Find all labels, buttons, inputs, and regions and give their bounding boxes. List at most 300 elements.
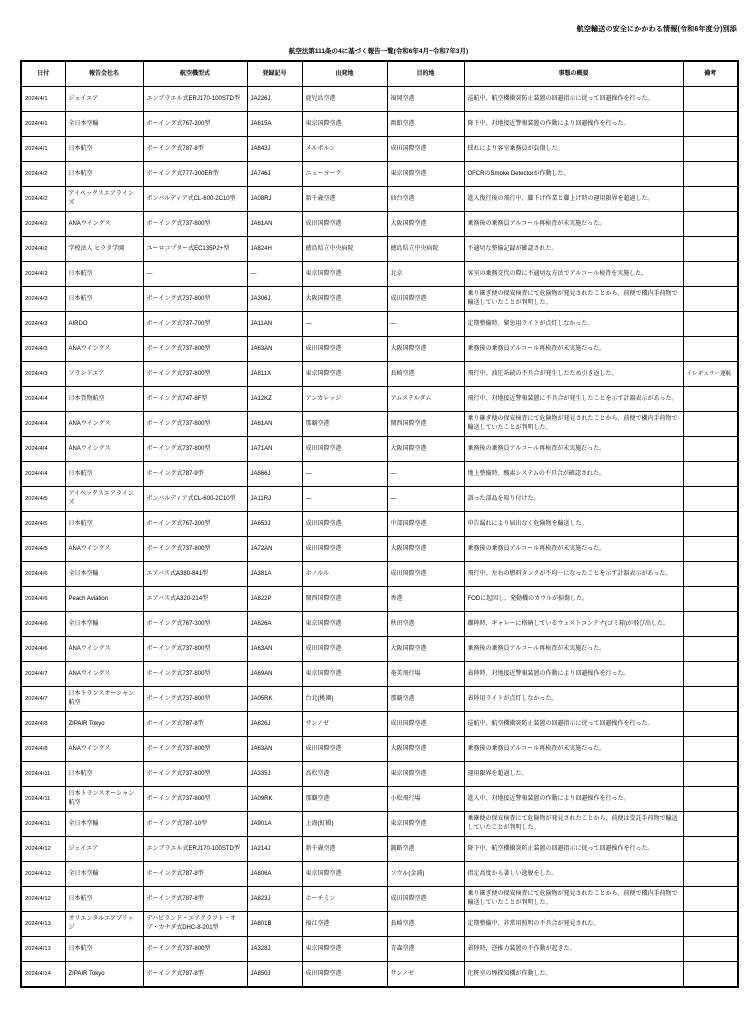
cell-date: 2024/4/1 <box>21 112 65 137</box>
cell-destination: サンノゼ <box>387 962 464 988</box>
cell-aircraft: ボーイング式737-800型 <box>143 537 247 562</box>
cell-summary: 乗務後の乗務員アルコール再検査が未実施だった。 <box>464 537 683 562</box>
column-header: 備考 <box>683 61 738 87</box>
cell-date: 2024/4/2 <box>21 262 65 287</box>
cell-registration: JA61AN <box>247 212 302 237</box>
cell-aircraft: エンブラエル式ERJ170-100STD型 <box>143 837 247 862</box>
cell-remark <box>683 387 738 412</box>
cell-remark <box>683 937 738 962</box>
cell-aircraft: ボーイング式767-300型 <box>143 112 247 137</box>
cell-destination: 関西国際空港 <box>387 412 464 437</box>
cell-registration: JA12KZ <box>247 387 302 412</box>
cell-summary: 飛行中、左右の燃料タンクが不均一になったことを示す計器表示があった。 <box>464 562 683 587</box>
table-row <box>21 912 738 937</box>
cell-remark <box>683 537 738 562</box>
cell-aircraft: ボーイング式737-800型 <box>143 937 247 962</box>
cell-registration: JA843J <box>247 137 302 162</box>
cell-remark <box>683 812 738 837</box>
cell-date: 2024/4/5 <box>21 487 65 512</box>
cell-company: 日本航空 <box>65 462 143 487</box>
cell-aircraft: ボーイング式787-8型 <box>143 887 247 912</box>
cell-remark <box>683 787 738 812</box>
cell-date: 2024/4/6 <box>21 587 65 612</box>
cell-date: 2024/4/3 <box>21 312 65 337</box>
cell-aircraft: ボーイング式737-800型 <box>143 212 247 237</box>
cell-registration: JA63AN <box>247 637 302 662</box>
cell-aircraft: ボーイング式737-700型 <box>143 312 247 337</box>
cell-date: 2024/4/4 <box>21 412 65 437</box>
cell-aircraft: ユーロコプター式EC135P2+型 <box>143 237 247 262</box>
cell-summary: 巡航中、航空機衝突防止装置の回避指示に従って回避操作を行った。 <box>464 87 683 112</box>
cell-departure: 東京国際空港 <box>302 612 387 637</box>
cell-departure: 新千歳空港 <box>302 187 387 212</box>
cell-company: 全日本空輸 <box>65 612 143 637</box>
table-row <box>21 462 738 487</box>
cell-registration: JA824H <box>247 237 302 262</box>
table-row <box>21 137 738 162</box>
cell-remark <box>683 112 738 137</box>
cell-destination: 奄美飛行場 <box>387 662 464 687</box>
cell-remark <box>683 412 738 437</box>
cell-destination: 大阪国際空港 <box>387 637 464 662</box>
cell-aircraft: ボーイング式787-8型 <box>143 962 247 988</box>
cell-summary: 地上整備時、酸素システムの不具合が確認された。 <box>464 462 683 487</box>
column-header: 航空機型式 <box>143 61 247 87</box>
cell-registration: JA823J <box>247 887 302 912</box>
cell-departure: ― <box>302 462 387 487</box>
cell-registration: JA08RJ <box>247 187 302 212</box>
cell-summary: 飛行中、油圧系統の不具合が発生したため引き返した。 <box>464 362 683 387</box>
cell-destination: 大阪国際空港 <box>387 337 464 362</box>
cell-date: 2024/4/5 <box>21 512 65 537</box>
cell-summary: OFCRのSmoke Detectorが作動した。 <box>464 162 683 187</box>
cell-destination: 中部国際空港 <box>387 512 464 537</box>
report-table <box>20 60 739 988</box>
cell-date: 2024/4/3 <box>21 337 65 362</box>
cell-company: ANAウイングス <box>65 337 143 362</box>
cell-remark <box>683 212 738 237</box>
cell-departure: ホーチミン <box>302 887 387 912</box>
cell-destination: ソウル(金浦) <box>387 862 464 887</box>
table-row <box>21 162 738 187</box>
table-row <box>21 587 738 612</box>
cell-company: ANAウイングス <box>65 212 143 237</box>
cell-date: 2024/4/4 <box>21 387 65 412</box>
cell-destination: 青森空港 <box>387 937 464 962</box>
cell-destination: 函館空港 <box>387 112 464 137</box>
cell-company: 日本航空 <box>65 887 143 912</box>
cell-departure: 成田国際空港 <box>302 212 387 237</box>
cell-registration: JA826J <box>247 712 302 737</box>
cell-summary: 定期整備中、非常用照明の不具合が発見された。 <box>464 912 683 937</box>
cell-date: 2024/4/14 <box>21 962 65 988</box>
cell-summary: 巡航中、航空機衝突防止装置の回避指示に従って回避操作を行った。 <box>464 712 683 737</box>
cell-summary: 乗り継ぎ便の保安検査にて危険物が発見されたことから、前便で機内手荷物で輸送していたことが判明した。 <box>464 287 683 312</box>
column-header: 日付 <box>21 61 65 87</box>
cell-destination: 秋田空港 <box>387 612 464 637</box>
cell-remark <box>683 562 738 587</box>
cell-departure: 東京国際空港 <box>302 862 387 887</box>
cell-summary: 申告漏れにより届出なく危険物を輸送した。 <box>464 512 683 537</box>
cell-departure: 東京国際空港 <box>302 112 387 137</box>
table-row <box>21 437 738 462</box>
cell-summary: 誤った部品を取り付けた。 <box>464 487 683 512</box>
cell-date: 2024/4/5 <box>21 537 65 562</box>
cell-registration: JA214J <box>247 837 302 862</box>
cell-summary: 乗務後の乗務員アルコール再検査が未実施だった。 <box>464 737 683 762</box>
cell-company: アイベックスエアラインズ <box>65 487 143 512</box>
cell-destination: ― <box>387 462 464 487</box>
cell-destination: 釧路空港 <box>387 837 464 862</box>
table-row <box>21 862 738 887</box>
cell-remark <box>683 837 738 862</box>
cell-registration: JA69AN <box>247 662 302 687</box>
cell-destination: 小松飛行場 <box>387 787 464 812</box>
cell-departure: 台北(桃園) <box>302 687 387 712</box>
cell-date: 2024/4/11 <box>21 762 65 787</box>
cell-registration: JA09RK <box>247 787 302 812</box>
cell-departure: ホノルル <box>302 562 387 587</box>
cell-company: 学校法人 ヒラタ学園 <box>65 237 143 262</box>
cell-departure: 東京国際空港 <box>302 937 387 962</box>
cell-registration: JA822P <box>247 587 302 612</box>
cell-registration: JA335J <box>247 762 302 787</box>
cell-registration: ― <box>247 262 302 287</box>
cell-summary: 揺れにより客室乗務員が負傷した。 <box>464 137 683 162</box>
table-row <box>21 312 738 337</box>
cell-summary: 離陸時、ギャレーに格納しているウェストコンテナ(ゴミ箱)が飛び出した。 <box>464 612 683 637</box>
cell-date: 2024/4/8 <box>21 712 65 737</box>
cell-departure: 東京国際空港 <box>302 662 387 687</box>
cell-destination: 大阪国際空港 <box>387 437 464 462</box>
cell-company: 全日本空輸 <box>65 562 143 587</box>
cell-company: 日本航空 <box>65 262 143 287</box>
cell-company: ジェイエア <box>65 87 143 112</box>
cell-company: ソラシドエア <box>65 362 143 387</box>
table-row <box>21 562 738 587</box>
table-row <box>21 712 738 737</box>
cell-company: ANAウイングス <box>65 437 143 462</box>
cell-date: 2024/4/11 <box>21 812 65 837</box>
cell-remark <box>683 312 738 337</box>
cell-company: オリエンタルエアブリッジ <box>65 912 143 937</box>
cell-registration: JA72AN <box>247 537 302 562</box>
table-row <box>21 237 738 262</box>
table-row <box>21 112 738 137</box>
cell-summary: 進入中、対地接近警報装置の作動により回避操作を行った。 <box>464 787 683 812</box>
cell-destination: 那覇空港 <box>387 687 464 712</box>
cell-summary: 定期整備時、緊急用ライトが点灯しなかった。 <box>464 312 683 337</box>
cell-company: 日本航空 <box>65 287 143 312</box>
cell-remark <box>683 612 738 637</box>
cell-registration: JA901A <box>247 812 302 837</box>
table-row <box>21 612 738 637</box>
table-row <box>21 387 738 412</box>
cell-summary: 着陸時、逆推力装置の不作動が起きた。 <box>464 937 683 962</box>
table-row <box>21 837 738 862</box>
cell-date: 2024/4/6 <box>21 637 65 662</box>
table-row <box>21 887 738 912</box>
cell-aircraft: ボーイング式737-800型 <box>143 787 247 812</box>
cell-aircraft: ボーイング式737-800型 <box>143 662 247 687</box>
cell-aircraft: ボンバルディア式CL-600-2C10型 <box>143 487 247 512</box>
table-row <box>21 662 738 687</box>
cell-registration: JA746J <box>247 162 302 187</box>
cell-remark <box>683 962 738 988</box>
cell-company: Peach Aviation <box>65 587 143 612</box>
cell-departure: ― <box>302 312 387 337</box>
column-header: 登録記号 <box>247 61 302 87</box>
cell-registration: JA626A <box>247 612 302 637</box>
cell-aircraft: ボンバルディア式CL-600-2C10型 <box>143 187 247 212</box>
cell-company: 日本トランスオーシャン航空 <box>65 687 143 712</box>
cell-departure: サンノゼ <box>302 712 387 737</box>
cell-departure: 成田国際空港 <box>302 437 387 462</box>
column-header: 事態の概要 <box>464 61 683 87</box>
cell-registration: JA850J <box>247 962 302 988</box>
column-header: 報告会社名 <box>65 61 143 87</box>
cell-summary: 進入復行後の飛行中、脚下げ作業と脚上げ時の運用限界を超過した。 <box>464 187 683 212</box>
cell-date: 2024/4/7 <box>21 687 65 712</box>
table-row <box>21 762 738 787</box>
cell-aircraft: ボーイング式767-300型 <box>143 512 247 537</box>
cell-registration: JA866J <box>247 462 302 487</box>
cell-aircraft: ボーイング式737-800型 <box>143 412 247 437</box>
table-row <box>21 337 738 362</box>
cell-departure: メルボルン <box>302 137 387 162</box>
cell-date: 2024/4/4 <box>21 462 65 487</box>
cell-destination: 東京国際空港 <box>387 762 464 787</box>
table-row <box>21 737 738 762</box>
cell-departure: 成田国際空港 <box>302 512 387 537</box>
cell-aircraft: ボーイング式737-800型 <box>143 287 247 312</box>
cell-summary: 飛行中、対地接近警報装置に不具合が発生したことを示す計器表示があった。 <box>464 387 683 412</box>
cell-departure: 新千歳空港 <box>302 837 387 862</box>
cell-date: 2024/4/2 <box>21 237 65 262</box>
cell-destination: 成田国際空港 <box>387 712 464 737</box>
cell-aircraft: ボーイング式737-800型 <box>143 737 247 762</box>
cell-company: 日本航空 <box>65 762 143 787</box>
cell-date: 2024/4/12 <box>21 887 65 912</box>
cell-departure: 東京国際空港 <box>302 262 387 287</box>
cell-destination: 長崎空港 <box>387 362 464 387</box>
cell-registration: JA806A <box>247 862 302 887</box>
cell-date: 2024/4/2 <box>21 187 65 212</box>
cell-date: 2024/4/8 <box>21 737 65 762</box>
cell-remark <box>683 887 738 912</box>
cell-summary: 乗り継ぎ便の保安検査にて危険物が発見されたことから、前便で機内手荷物で輸送していたことが判明した。 <box>464 412 683 437</box>
cell-registration: JA615A <box>247 112 302 137</box>
table-row <box>21 287 738 312</box>
cell-company: 日本航空 <box>65 937 143 962</box>
cell-destination: 北京 <box>387 262 464 287</box>
cell-aircraft: ボーイング式737-800型 <box>143 687 247 712</box>
cell-departure: ニューヨーク <box>302 162 387 187</box>
cell-remark <box>683 512 738 537</box>
cell-departure: 上海(虹橋) <box>302 812 387 837</box>
cell-destination: 大阪国際空港 <box>387 212 464 237</box>
cell-summary: 乗務後の乗務員アルコール再検査が未実施だった。 <box>464 337 683 362</box>
cell-registration: JA11AN <box>247 312 302 337</box>
cell-destination: アムステルダム <box>387 387 464 412</box>
cell-departure: アンカレッジ <box>302 387 387 412</box>
cell-aircraft: ― <box>143 262 247 287</box>
cell-registration: JA11RJ <box>247 487 302 512</box>
table-row <box>21 637 738 662</box>
cell-summary: 降下中、対地接近警報装置の作動により回避操作を行った。 <box>464 112 683 137</box>
table-row <box>21 187 738 212</box>
cell-company: AIRDO <box>65 312 143 337</box>
cell-summary: 着陸時、対地接近警報装置の作動により回避操作を行った。 <box>464 662 683 687</box>
cell-remark <box>683 712 738 737</box>
cell-company: ZIPAIR Tokyo <box>65 962 143 988</box>
cell-departure: 成田国際空港 <box>302 537 387 562</box>
cell-date: 2024/4/13 <box>21 912 65 937</box>
cell-summary: 乗務後の乗務員アルコール再検査が未実施だった。 <box>464 212 683 237</box>
table-row <box>21 212 738 237</box>
cell-destination: 徳島県立中央病院 <box>387 237 464 262</box>
cell-summary: 化粧室の煙探知機が作動した。 <box>464 962 683 988</box>
cell-registration: JA63AN <box>247 737 302 762</box>
cell-aircraft: ボーイング式737-800型 <box>143 337 247 362</box>
cell-date: 2024/4/13 <box>21 937 65 962</box>
cell-departure: 大阪国際空港 <box>302 287 387 312</box>
cell-remark <box>683 137 738 162</box>
table-row <box>21 412 738 437</box>
cell-summary: 着陸用ライトが点灯しなかった。 <box>464 687 683 712</box>
header-row <box>21 61 738 87</box>
document-title: 航空輸送の安全にかかわる情報(令和6年度分)別添 <box>576 26 737 33</box>
cell-aircraft: ボーイング式787-8型 <box>143 712 247 737</box>
cell-remark <box>683 337 738 362</box>
cell-remark <box>683 287 738 312</box>
cell-departure: 関西国際空港 <box>302 587 387 612</box>
cell-date: 2024/4/11 <box>21 787 65 812</box>
cell-summary: 乗継便の保安検査にて危険物が発見されたことから、前便は受託手荷物で輸送していたことが判明した。 <box>464 812 683 837</box>
cell-company: アイベックスエアラインズ <box>65 187 143 212</box>
cell-departure: 成田国際空港 <box>302 337 387 362</box>
cell-remark <box>683 187 738 212</box>
cell-departure: 鹿児島空港 <box>302 87 387 112</box>
cell-registration: JA05RK <box>247 687 302 712</box>
cell-aircraft: ボーイング式737-800型 <box>143 762 247 787</box>
cell-aircraft: デハビランド・エアクラフト・オブ・カナダ式DHC-8-201型 <box>143 912 247 937</box>
cell-departure: 東京国際空港 <box>302 362 387 387</box>
cell-remark <box>683 462 738 487</box>
cell-summary: 運用限界を超過した。 <box>464 762 683 787</box>
cell-remark <box>683 162 738 187</box>
cell-destination: 香港 <box>387 587 464 612</box>
table-caption: 航空法第111条の4に基づく報告一覧(令和6年4月~令和7年3月) <box>288 48 469 55</box>
cell-date: 2024/4/6 <box>21 562 65 587</box>
cell-aircraft: ボーイング式737-800型 <box>143 637 247 662</box>
table-row <box>21 962 738 988</box>
cell-aircraft: エアバス式A320-214型 <box>143 587 247 612</box>
cell-destination: 成田国際空港 <box>387 562 464 587</box>
cell-aircraft: エアバス式A380-841型 <box>143 562 247 587</box>
cell-registration: JA71AN <box>247 437 302 462</box>
cell-company: 日本航空 <box>65 162 143 187</box>
column-header: 出発地 <box>302 61 387 87</box>
cell-registration: JA811X <box>247 362 302 387</box>
cell-date: 2024/4/1 <box>21 137 65 162</box>
cell-date: 2024/4/7 <box>21 662 65 687</box>
cell-aircraft: ボーイング式787-9型 <box>143 462 247 487</box>
cell-company: 全日本空輸 <box>65 812 143 837</box>
cell-company: ジェイエア <box>65 837 143 862</box>
cell-date: 2024/4/12 <box>21 837 65 862</box>
cell-aircraft: ボーイング式767-300型 <box>143 612 247 637</box>
cell-remark <box>683 637 738 662</box>
cell-company: 日本トランスオーシャン航空 <box>65 787 143 812</box>
cell-company: ANAウイングス <box>65 737 143 762</box>
cell-company: 日本航空 <box>65 512 143 537</box>
cell-company: 日本航空 <box>65 137 143 162</box>
cell-remark <box>683 737 738 762</box>
cell-remark <box>683 437 738 462</box>
cell-summary: 指定高度から著しい逸脱をした。 <box>464 862 683 887</box>
table-row <box>21 512 738 537</box>
cell-registration: JA653J <box>247 512 302 537</box>
table-row <box>21 487 738 512</box>
cell-destination: 仙台空港 <box>387 187 464 212</box>
cell-departure: 那覇空港 <box>302 787 387 812</box>
cell-company: ANAウイングス <box>65 537 143 562</box>
cell-destination: 東京国際空港 <box>387 162 464 187</box>
cell-aircraft: ボーイング式747-8F型 <box>143 387 247 412</box>
cell-departure: 成田国際空港 <box>302 637 387 662</box>
cell-date: 2024/4/2 <box>21 162 65 187</box>
cell-registration: JA63AN <box>247 337 302 362</box>
cell-destination: 東京国際空港 <box>387 812 464 837</box>
cell-remark <box>683 687 738 712</box>
cell-summary: FODに起因し、発動機のカウルが損傷した。 <box>464 587 683 612</box>
cell-aircraft: エンブラエル式ERJ170-100STD型 <box>143 87 247 112</box>
cell-destination: ― <box>387 312 464 337</box>
cell-departure: 高松空港 <box>302 762 387 787</box>
cell-remark <box>683 587 738 612</box>
cell-destination: 大阪国際空港 <box>387 737 464 762</box>
cell-registration: JA801B <box>247 912 302 937</box>
cell-summary: 乗務後の乗務員アルコール再検査が未実施だった。 <box>464 637 683 662</box>
cell-registration: JA306J <box>247 287 302 312</box>
cell-remark <box>683 762 738 787</box>
cell-registration: JA381A <box>247 562 302 587</box>
cell-departure: 徳島県立中央病院 <box>302 237 387 262</box>
cell-date: 2024/4/1 <box>21 87 65 112</box>
table-row <box>21 362 738 387</box>
cell-company: ZIPAIR Tokyo <box>65 712 143 737</box>
cell-remark <box>683 912 738 937</box>
cell-summary: 降下中、航空機衝突防止装置の回避指示に従って回避操作を行った。 <box>464 837 683 862</box>
cell-departure: ― <box>302 487 387 512</box>
cell-destination: 成田国際空港 <box>387 287 464 312</box>
cell-destination: 福岡空港 <box>387 87 464 112</box>
cell-company: 日本貨物航空 <box>65 387 143 412</box>
cell-summary: 乗務後の乗務員アルコール再検査が未実施だった。 <box>464 437 683 462</box>
table-row <box>21 262 738 287</box>
cell-remark <box>683 262 738 287</box>
cell-aircraft: ボーイング式787-8型 <box>143 862 247 887</box>
cell-departure: 那覇空港 <box>302 412 387 437</box>
table-row <box>21 87 738 112</box>
cell-remark <box>683 87 738 112</box>
cell-aircraft: ボーイング式777-300ER型 <box>143 162 247 187</box>
cell-company: ANAウイングス <box>65 412 143 437</box>
table-row <box>21 787 738 812</box>
cell-registration: JA226J <box>247 87 302 112</box>
cell-summary: 乗り継ぎ便の保安検査にて危険物が発見されたことから、前便で機内手荷物で輸送していたことが判明した。 <box>464 887 683 912</box>
